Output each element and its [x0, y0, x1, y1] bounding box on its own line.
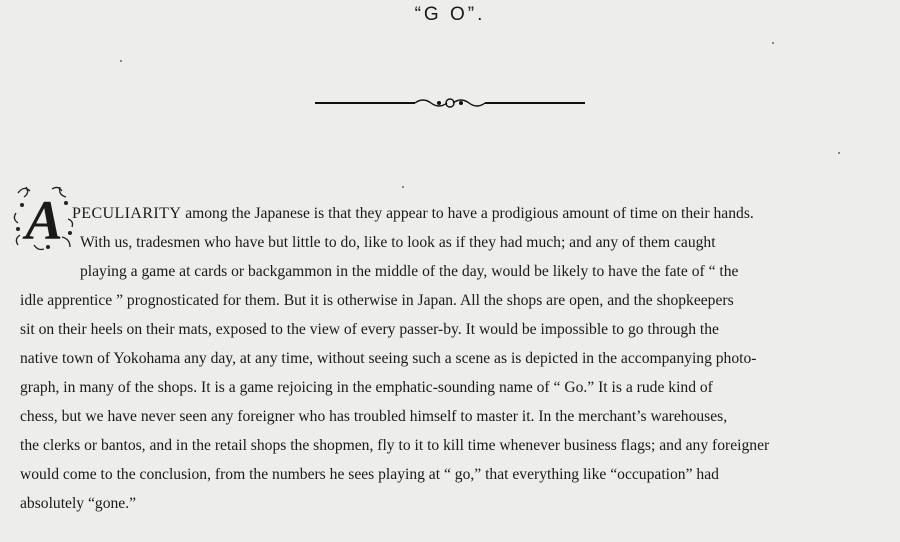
paragraph-line-8: chess, but we have never seen any foreigner who has troubled himself to master it. In the merchant’s warehouses,: [20, 408, 728, 425]
paper-speck: [838, 152, 840, 154]
paragraph-line-7: graph, in many of the shops. It is a game rejoicing in the emphatic-sounding name of “ Go.” It is a rude kind of: [20, 379, 713, 396]
paragraph-line-6: native town of Yokohama any day, at any time, without seeing such a scene as is depicted in the accompanying photo-: [20, 350, 757, 367]
paragraph-line-4: idle apprentice ” prognosticated for them. But it is otherwise in Japan. All the shops are open, and the shopkeepers: [20, 292, 734, 309]
paragraph-line-10: would come to the conclusion, from the numbers he sees playing at “ go,” that everything like “occupation” had: [20, 466, 719, 483]
decorative-dropcap-icon: [12, 183, 76, 253]
paper-speck: [402, 186, 404, 188]
lead-word: PECULIARITY: [72, 205, 182, 222]
page-title: “G O”.: [414, 4, 486, 25]
paragraph-line-2: With us, tradesmen who have but little to do, like to look as if they had much; and any of them caught: [80, 234, 716, 251]
paragraph-line-1: [72, 206, 754, 222]
paragraph-line-5: sit on their heels on their mats, exposed to the view of every passer-by. It would be impossible to go through the: [20, 321, 719, 338]
paper-speck: [772, 42, 774, 44]
dropcap-letter: A: [25, 190, 63, 252]
line-1-rest: among the Japanese is that they appear to have a prodigious amount of time on their hands.: [181, 205, 754, 222]
paragraph-line-3: playing a game at cards or backgammon in the middle of the day, would be likely to have the fate of “ the: [80, 263, 739, 280]
paragraph-line-11: absolutely “gone.”: [20, 495, 137, 512]
paragraph-line-9: the clerks or bantos, and in the retail shops the shopmen, fly to it to kill time whenever business flags; and any foreigner: [20, 437, 770, 454]
ornament-divider-icon: [315, 96, 585, 110]
paper-speck: [120, 60, 122, 62]
